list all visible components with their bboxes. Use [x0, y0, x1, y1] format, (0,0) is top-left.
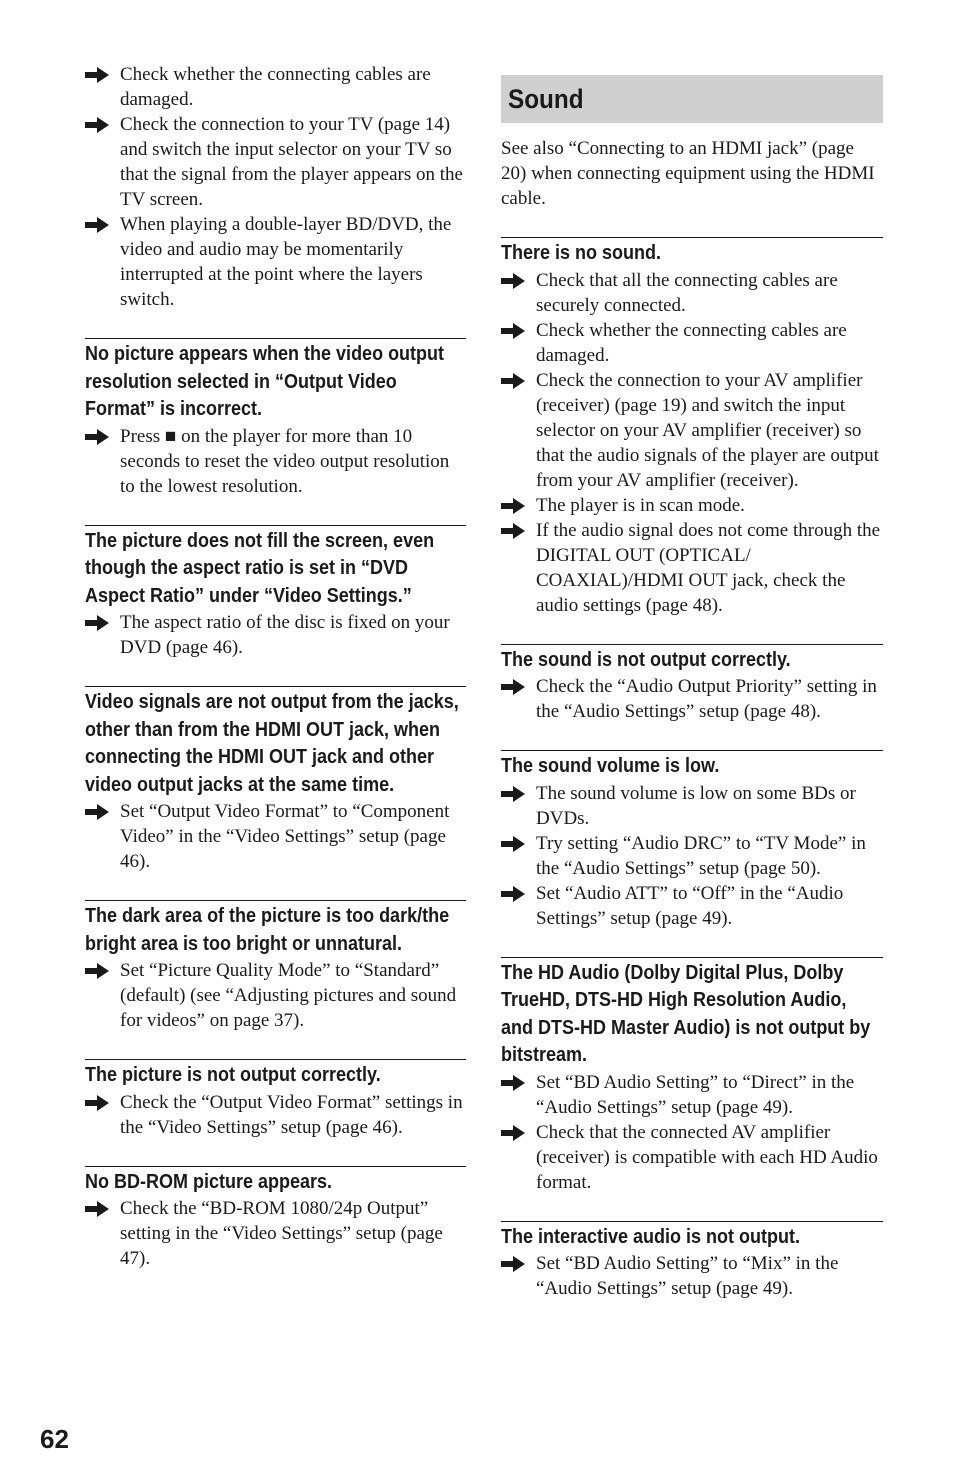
section-heading: Video signals are not output from the jacks, other than from the HDMI OUT jack, when connecting the HDMI OUT jack and other video output jacks at the same time.: [85, 691, 459, 796]
troubleshoot-section: [85, 338, 466, 499]
list-item: Set “BD Audio Setting” to “Mix” in the “Audio Settings” setup (page 49).: [501, 1251, 883, 1301]
list-item: Check the “Audio Output Priority” setting in the “Audio Settings” setup (page 48).: [501, 674, 883, 724]
troubleshoot-section: [501, 957, 883, 1195]
list-item: Check whether the connecting cables are damaged.: [501, 318, 883, 368]
arrow-right-icon: [501, 325, 525, 337]
troubleshoot-section: [85, 525, 466, 661]
arrow-right-icon: [85, 806, 109, 818]
list-item: Check that all the connecting cables are securely connected.: [501, 268, 883, 318]
list-item: Check the “Output Video Format” settings in the “Video Settings” setup (page 46).: [85, 1090, 466, 1140]
list-item: Check the “BD-ROM 1080/24p Output” setting in the “Video Settings” setup (page 47).: [85, 1196, 466, 1271]
section-heading: The dark area of the picture is too dark/the bright area is too bright or unnatural.: [85, 905, 450, 955]
arrow-right-icon: [85, 1097, 109, 1109]
lead-items: [85, 62, 466, 312]
list-item: Check the connection to your TV (page 14) and switch the input selector on your TV so that the signal from the player appears on the TV screen.: [85, 112, 466, 212]
list-item: Check that the connected AV amplifier (receiver) is compatible with each HD Audio format.: [501, 1120, 883, 1195]
list-item: The player is in scan mode.: [501, 493, 883, 518]
list-item: If the audio signal does not come through the DIGITAL OUT (OPTICAL/ COAXIAL)/HDMI OUT jack, check the audio settings (page 48).: [501, 518, 883, 618]
arrow-right-icon: [501, 1127, 525, 1139]
arrow-right-icon: [85, 965, 109, 977]
arrow-right-icon: [85, 119, 109, 131]
right-column: [501, 62, 883, 1301]
troubleshoot-section: [501, 750, 883, 931]
troubleshoot-section: [85, 1166, 466, 1272]
sound-title: Sound: [508, 83, 584, 114]
page-number: 62: [40, 1424, 69, 1454]
arrow-right-icon: [85, 69, 109, 81]
intro-text: See also “Connecting to an HDMI jack” (page 20) when connecting equipment using the HDMI cable.: [501, 138, 875, 209]
section-heading: No picture appears when the video output resolution selected in “Output Video Format” is incorrect.: [85, 343, 445, 420]
arrow-right-icon: [501, 888, 525, 900]
list-item: Check whether the connecting cables are damaged.: [85, 62, 466, 112]
left-column: [85, 62, 466, 1271]
arrow-right-icon: [501, 681, 525, 693]
list-item: The sound volume is low on some BDs or DVDs.: [501, 781, 883, 831]
arrow-right-icon: [501, 375, 525, 387]
sound-header-band: [501, 75, 883, 123]
arrow-right-icon: [85, 1203, 109, 1215]
arrow-right-icon: [501, 525, 525, 537]
section-heading: The picture does not fill the screen, even though the aspect ratio is set in “DVD Aspect Ratio” under “Video Settings.”: [85, 529, 435, 607]
list-item: Set “BD Audio Setting” to “Direct” in the “Audio Settings” setup (page 49).: [501, 1070, 883, 1120]
arrow-right-icon: [501, 500, 525, 512]
troubleshoot-section: [85, 686, 466, 874]
troubleshoot-section: [85, 1059, 466, 1140]
list-item: Set “Audio ATT” to “Off” in the “Audio Settings” setup (page 49).: [501, 881, 883, 931]
arrow-right-icon: [85, 617, 109, 629]
section-heading: The picture is not output correctly.: [85, 1064, 381, 1086]
troubleshoot-section: [501, 644, 883, 725]
troubleshoot-section: [501, 1221, 883, 1302]
list-item: Set “Picture Quality Mode” to “Standard” (default) (see “Adjusting pictures and sound for videos” on page 37).: [85, 958, 466, 1033]
section-heading: No BD-ROM picture appears.: [85, 1170, 333, 1193]
list-item: When playing a double-layer BD/DVD, the video and audio may be momentarily interrupted at the point where the layers switch.: [85, 212, 466, 312]
section-heading: The HD Audio (Dolby Digital Plus, Dolby TrueHD, DTS-HD High Resolution Audio, and DTS-HD Master Audio) is not output by bitstream.: [501, 961, 871, 1066]
arrow-right-icon: [501, 1077, 525, 1089]
section-heading: The interactive audio is not output.: [501, 1225, 801, 1248]
list-item: Check the connection to your AV amplifier (receiver) (page 19) and switch the input selector on your AV amplifier (receiver) so that the audio signals of the player are output from your AV amplifier (receiver).: [501, 368, 883, 493]
arrow-right-icon: [85, 219, 109, 231]
list-item: Press ■ on the player for more than 10 seconds to reset the video output resolution to the lowest resolution.: [85, 424, 466, 499]
arrow-right-icon: [501, 788, 525, 800]
arrow-right-icon: [501, 1258, 525, 1270]
section-heading: The sound is not output correctly.: [501, 648, 791, 671]
troubleshoot-section: [501, 237, 883, 618]
arrow-right-icon: [501, 838, 525, 850]
arrow-right-icon: [85, 431, 109, 443]
list-item: The aspect ratio of the disc is fixed on your DVD (page 46).: [85, 610, 466, 660]
list-item: Try setting “Audio DRC” to “TV Mode” in the “Audio Settings” setup (page 50).: [501, 831, 883, 881]
arrow-right-icon: [501, 275, 525, 287]
section-heading: The sound volume is low.: [501, 755, 720, 777]
troubleshoot-section: [85, 900, 466, 1033]
list-item: Set “Output Video Format” to “Component Video” in the “Video Settings” setup (page 46).: [85, 799, 466, 874]
section-heading: There is no sound.: [501, 242, 662, 264]
